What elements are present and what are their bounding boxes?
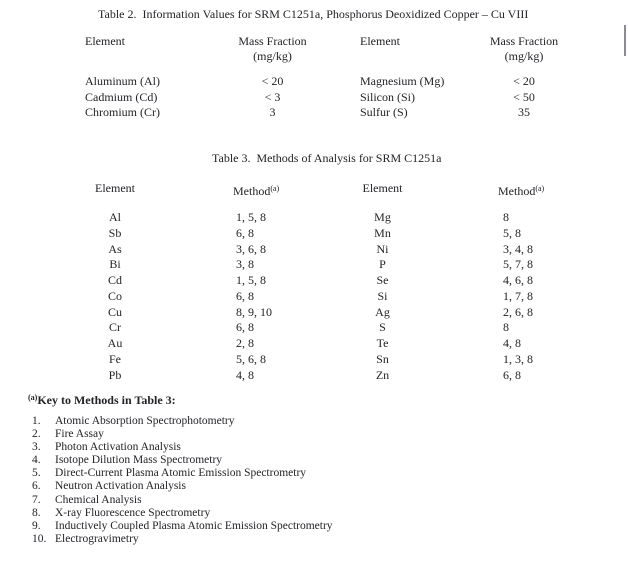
table3-header-row (55, 181, 590, 199)
list-item-number: 4. (32, 454, 41, 467)
list-item (32, 494, 333, 507)
element-cell: P (379, 257, 386, 272)
value-cell: 35 (518, 105, 530, 120)
element-cell: Co (107, 288, 122, 303)
method-cell: 6, 8 (236, 320, 254, 335)
list-item-number: 9. (32, 519, 41, 532)
method-cell: 1, 7, 8 (503, 288, 533, 303)
method-label: Method (498, 184, 536, 198)
list-item-number: 7. (32, 493, 41, 506)
list-item-number: 3. (32, 441, 41, 454)
methods-key-list (32, 415, 333, 546)
table2-header-row (85, 34, 569, 64)
method-cell: 6, 8 (236, 288, 254, 303)
element-cell: Si (377, 288, 388, 303)
method-cell: 5, 7, 8 (503, 257, 533, 272)
method-cell: 3, 8 (236, 257, 254, 272)
value-cell: < 3 (264, 89, 281, 104)
mass-fraction-unit: (mg/kg) (253, 49, 292, 63)
element-cell: Ni (376, 241, 389, 256)
column-gap (320, 34, 360, 64)
table2-header-mass-fraction-left (225, 34, 320, 64)
list-item-text: Chemical Analysis (55, 493, 142, 506)
element-cell: Cu (107, 304, 122, 319)
method-cell: 3, 6, 8 (236, 241, 266, 256)
table2-header-mass-fraction-right (479, 34, 569, 64)
method-cell: 5, 6, 8 (236, 351, 266, 366)
method-cell: 2, 8 (236, 336, 254, 350)
table2-title: Table 2. Information Values for SRM C1251a, Phosphorus Deoxidized Copper – Cu VIII (98, 7, 529, 21)
method-cell: 1, 5, 8 (236, 273, 266, 287)
element-cell: Sn (376, 351, 389, 366)
method-cell: 4, 8 (503, 336, 521, 350)
method-footnote-marker: (a) (270, 184, 280, 193)
method-cell: 4, 8 (236, 367, 254, 382)
element-cell: Sulfur (S) (360, 105, 408, 120)
value-cell: < 50 (513, 89, 535, 104)
list-item-number: 10. (32, 532, 47, 545)
list-item-text: Photon Activation Analysis (55, 441, 181, 454)
element-cell: Pb (108, 367, 122, 382)
list-item-text: Inductively Coupled Plasma Atomic Emission Spectrometry (55, 519, 333, 532)
list-item-text: X-ray Fluorescence Spectrometry (55, 506, 211, 519)
list-item (32, 520, 333, 533)
footnote-marker: (a) (28, 393, 38, 402)
mass-fraction-label: Mass Fraction (489, 34, 559, 48)
table2-header-element-right: Element (360, 34, 400, 48)
methods-key-heading (28, 393, 176, 408)
method-cell: 6, 8 (236, 225, 254, 240)
element-cell: Cd (107, 273, 122, 287)
list-item-number: 1. (32, 415, 41, 427)
element-cell: Cr (109, 320, 121, 335)
method-cell: 4, 6, 8 (503, 273, 533, 287)
list-item-number: 8. (32, 506, 41, 519)
value-cell: < 20 (513, 74, 535, 88)
element-cell: Silicon (Si) (360, 89, 416, 104)
list-item-text: Electrogravimetry (55, 532, 139, 545)
list-item (32, 507, 333, 520)
column-gap (320, 74, 360, 90)
table3-header-method-left (175, 181, 345, 199)
element-cell: S (379, 320, 386, 335)
element-cell: Aluminum (Al) (85, 74, 160, 88)
value-cell: < 20 (261, 74, 284, 88)
column-gap (320, 105, 360, 121)
methods-key-heading-label: Key to Methods in Table 3: (37, 393, 176, 407)
list-item-number: 2. (32, 428, 41, 441)
list-item-text: Fire Assay (55, 428, 104, 441)
element-cell: Al (109, 210, 121, 224)
method-cell: 5, 8 (503, 225, 521, 240)
element-cell: Ag (375, 304, 390, 319)
element-cell: Mn (374, 225, 391, 240)
method-cell: 8 (503, 210, 509, 224)
table3-header-element-right: Element (362, 181, 403, 195)
element-cell: Fe (109, 351, 121, 366)
list-item (32, 415, 333, 428)
element-cell: Zn (375, 367, 390, 382)
value-cell: 3 (269, 105, 276, 120)
scan-edge-artifact (624, 25, 626, 56)
method-cell: 6, 8 (503, 367, 521, 382)
method-cell: 1, 3, 8 (503, 351, 533, 366)
element-cell: Au (107, 336, 123, 350)
element-cell: Sb (108, 225, 122, 240)
method-footnote-marker: (a) (535, 184, 545, 193)
table2-header-element-left: Element (85, 34, 125, 48)
element-cell: Bi (109, 257, 121, 272)
mass-fraction-label: Mass Fraction (238, 34, 307, 48)
element-cell: Cadmium (Cd) (85, 89, 158, 104)
list-item (32, 441, 333, 454)
list-item-text: Neutron Activation Analysis (55, 480, 186, 493)
element-cell: Te (376, 336, 389, 350)
list-item-number: 6. (32, 480, 41, 493)
method-cell: 8 (503, 320, 509, 335)
element-cell: Mg (374, 210, 391, 224)
table3-methods-of-analysis (55, 210, 590, 383)
mass-fraction-unit: (mg/kg) (504, 49, 544, 63)
list-item (32, 467, 333, 480)
list-item (32, 454, 333, 467)
method-cell: 8, 9, 10 (236, 304, 272, 319)
table3-title: Table 3. Methods of Analysis for SRM C1251a (212, 151, 442, 165)
method-label: Method (233, 184, 271, 198)
method-cell: 3, 4, 8 (503, 241, 533, 256)
list-item-number: 5. (32, 467, 41, 480)
list-item-text: Isotope Dilution Mass Spectrometry (55, 454, 223, 467)
list-item (32, 533, 333, 546)
list-item (32, 428, 333, 441)
table3-header-element-left: Element (95, 181, 135, 195)
list-item-text: Direct-Current Plasma Atomic Emission Spectrometry (55, 467, 307, 480)
element-cell: Magnesium (Mg) (360, 74, 445, 88)
method-cell: 1, 5, 8 (236, 210, 266, 224)
element-cell: As (108, 241, 122, 256)
method-cell: 2, 6, 8 (503, 304, 533, 319)
list-item-text: Atomic Absorption Spectrophotometry (55, 415, 235, 427)
element-cell: Se (376, 273, 389, 287)
table2-information-values (85, 74, 569, 121)
column-gap (320, 90, 360, 106)
list-item (32, 480, 333, 493)
element-cell: Chromium (Cr) (85, 105, 160, 120)
table3-header-method-right (420, 181, 590, 199)
